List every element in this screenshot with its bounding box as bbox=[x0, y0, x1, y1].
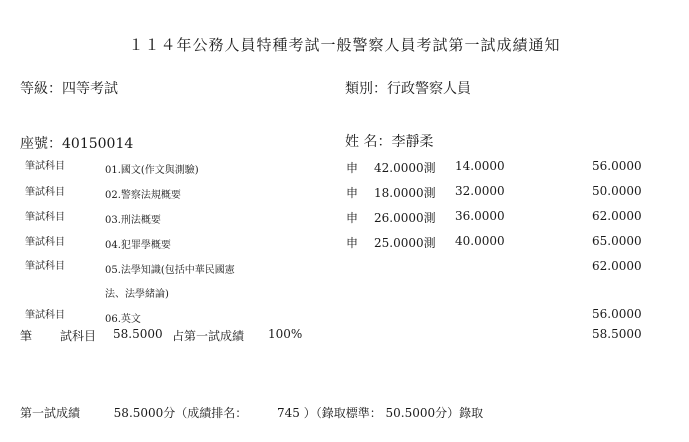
category-value: 行政警察人員 bbox=[387, 81, 471, 97]
summary-label-a: 筆 bbox=[20, 329, 33, 343]
subject-kind: 筆試科目 bbox=[25, 161, 65, 172]
subject-score: 56.0000 bbox=[592, 307, 642, 321]
subject-name: 04.犯罪學概要 bbox=[105, 240, 171, 251]
subject-name: 01.國文(作文與測驗) bbox=[105, 165, 199, 176]
result-score: 58.5000分（成績排名： bbox=[113, 406, 248, 420]
subject-score: 62.0000 bbox=[592, 259, 642, 273]
subject-flag: 申 bbox=[346, 161, 359, 175]
page-title: １１４年公務人員特種考試一般警察人員考試第一試成績通知 bbox=[128, 36, 561, 54]
result-close-rank: ）（錄取標準： bbox=[303, 406, 382, 420]
name-label: 姓 名： bbox=[345, 134, 392, 150]
subject-part1: 18.0000測 bbox=[374, 186, 436, 200]
subject-part1: 42.0000測 bbox=[374, 161, 436, 175]
subject-score: 50.0000 bbox=[592, 184, 642, 198]
summary-average: 58.5000 bbox=[113, 327, 163, 341]
subject-kind: 筆試科目 bbox=[25, 187, 65, 198]
summary-total: 58.5000 bbox=[592, 327, 642, 341]
name-field bbox=[345, 131, 433, 151]
subject-name-cont: 法、法學緒論) bbox=[105, 289, 169, 300]
subject-kind: 筆試科目 bbox=[25, 261, 65, 272]
subject-part1: 26.0000測 bbox=[374, 211, 436, 225]
summary-label-b: 試科目 bbox=[60, 329, 97, 343]
summary-ratio-label: 占第一試成績 bbox=[172, 329, 245, 343]
subject-score: 62.0000 bbox=[592, 209, 642, 223]
subject-part2: 14.0000 bbox=[455, 159, 505, 173]
subject-flag: 申 bbox=[346, 211, 359, 225]
subject-kind: 筆試科目 bbox=[25, 310, 65, 321]
grade-field bbox=[20, 78, 118, 98]
subject-part2: 36.0000 bbox=[455, 209, 505, 223]
subject-name: 02.警察法規概要 bbox=[105, 190, 181, 201]
subject-kind: 筆試科目 bbox=[25, 212, 65, 223]
result-line bbox=[20, 404, 483, 421]
subject-name: 05.法學知識(包括中華民國憲 bbox=[105, 265, 235, 276]
seat-value: 40150014 bbox=[62, 136, 134, 152]
name-value: 李靜柔 bbox=[391, 134, 434, 150]
subject-part1: 25.0000測 bbox=[374, 236, 436, 250]
subject-kind: 筆試科目 bbox=[25, 237, 65, 248]
result-cutoff: 50.5000分）錄取 bbox=[385, 406, 484, 420]
subject-name: 06.英文 bbox=[105, 314, 141, 325]
seat-label: 座號： bbox=[20, 136, 62, 152]
subject-part2: 32.0000 bbox=[455, 184, 505, 198]
subject-part2: 40.0000 bbox=[455, 234, 505, 248]
subject-name: 03.刑法概要 bbox=[105, 215, 161, 226]
subject-score: 65.0000 bbox=[592, 234, 642, 248]
grade-label: 等級： bbox=[20, 81, 62, 97]
result-rank: 745 bbox=[276, 406, 300, 420]
summary-ratio-value: 100% bbox=[268, 327, 303, 341]
seat-field bbox=[20, 133, 133, 153]
subject-score: 56.0000 bbox=[592, 159, 642, 173]
subject-flag: 申 bbox=[346, 186, 359, 200]
category-label: 類別： bbox=[345, 81, 387, 97]
grade-value: 四等考試 bbox=[62, 81, 118, 97]
result-label: 第一試成績 bbox=[20, 406, 81, 420]
subject-flag: 申 bbox=[346, 236, 359, 250]
category-field bbox=[345, 78, 471, 98]
